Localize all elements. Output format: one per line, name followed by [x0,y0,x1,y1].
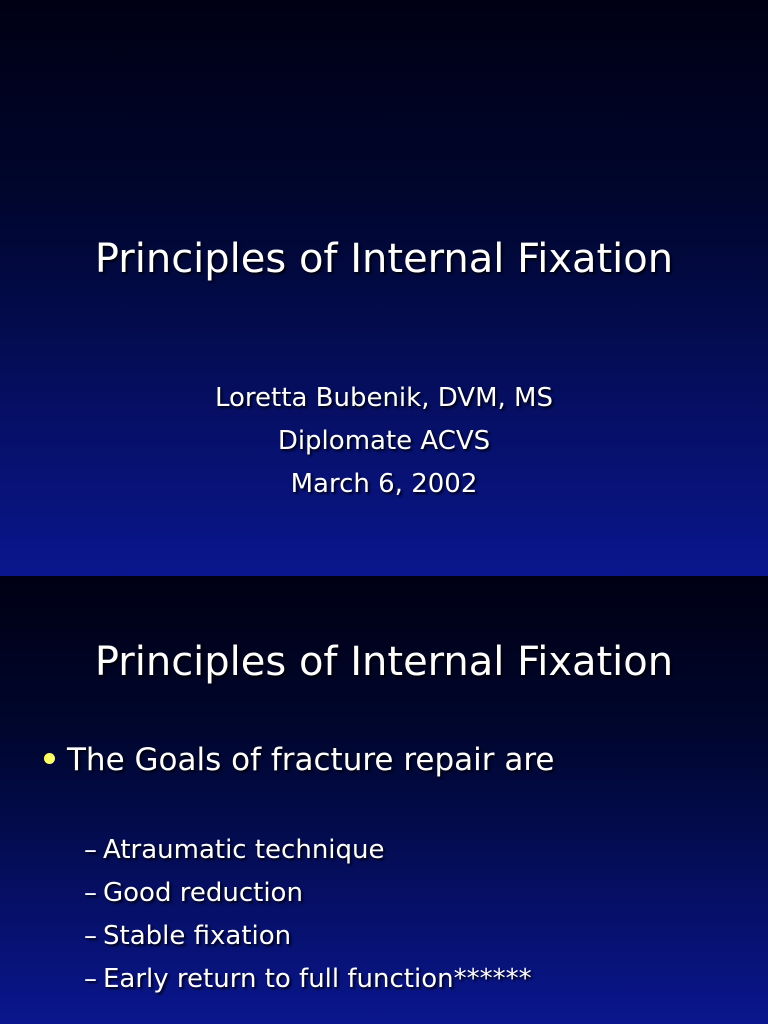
author-block [0,377,768,506]
slide-title: Principles of Internal Fixation [94,236,674,282]
dash-marker: – [84,964,97,994]
dash-marker: – [84,835,97,865]
slide-title: Principles of Internal Fixation [94,639,674,685]
main-bullet-text: The Goals of fracture repair are [67,742,555,778]
sub-bullet-text: Good reduction [103,878,303,908]
sub-bullet-list [84,829,532,1001]
dash-marker: – [84,921,97,951]
sub-bullet-item [84,872,532,915]
sub-bullet-text: Atraumatic technique [103,835,385,865]
dash-marker: – [84,878,97,908]
sub-bullet-text: Stable fixation [103,921,292,951]
content-slide [0,576,768,1024]
author-name: Loretta Bubenik, DVM, MS [215,383,553,413]
sub-bullet-item [84,958,532,1001]
sub-bullet-item [84,915,532,958]
sub-bullet-item [84,829,532,872]
main-bullet [44,740,555,780]
bullet-dot-icon [44,753,55,764]
presentation-date: March 6, 2002 [290,469,478,499]
author-credential: Diplomate ACVS [277,426,491,456]
sub-bullet-text: Early return to full function****** [103,964,532,994]
